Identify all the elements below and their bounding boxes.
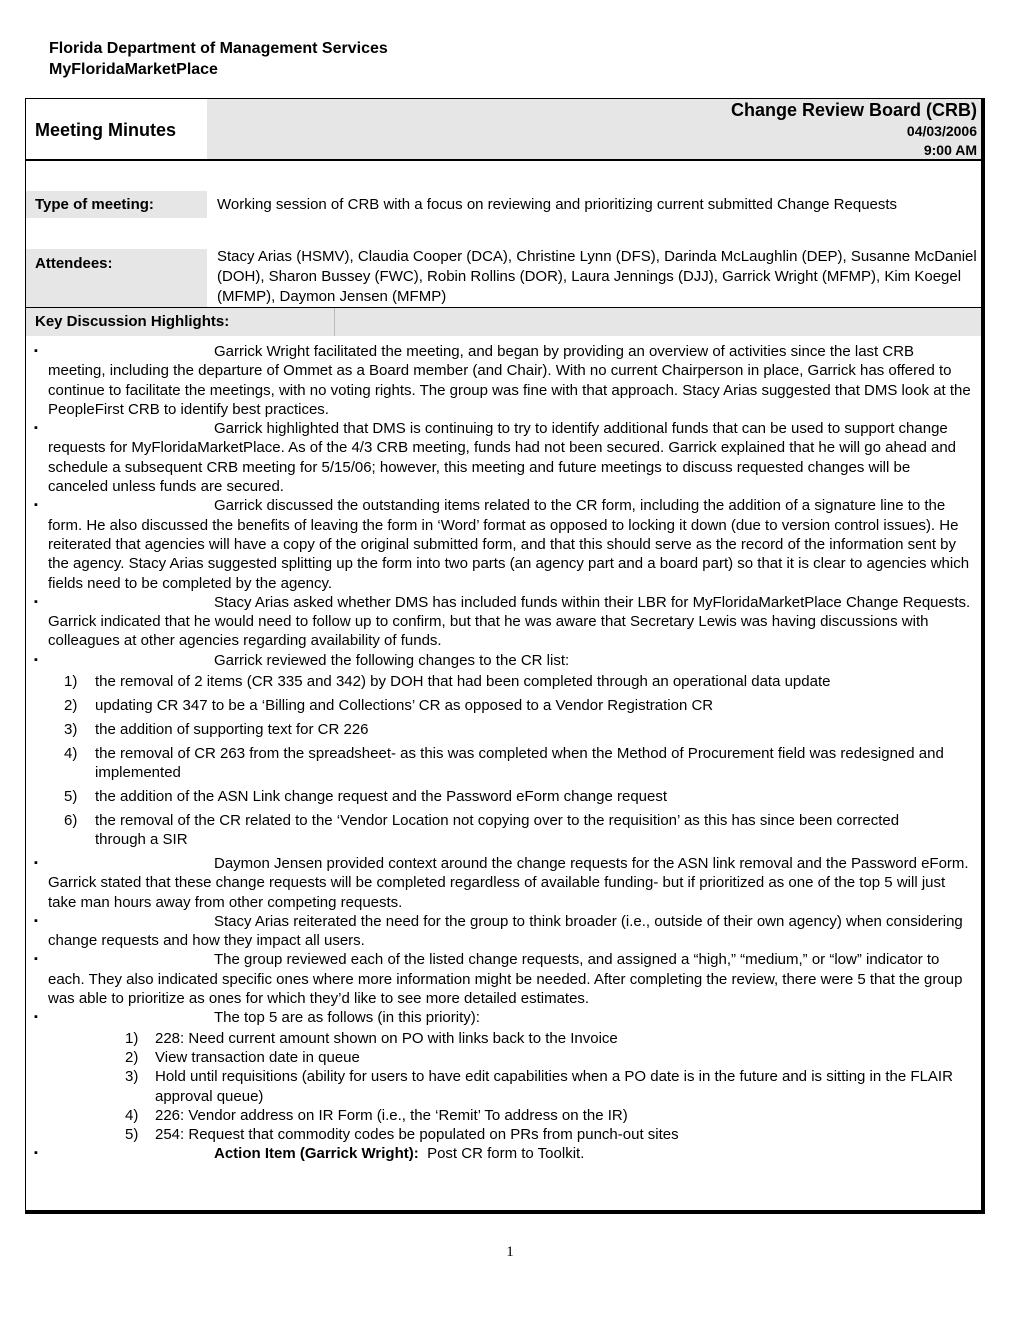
- highlight-item: ▪ The group reviewed each of the listed change requests, and assigned a “high,” “medium,” or “low” indicator to each. They also indicated specific ones where more information might be needed. After completing the review, there were 5 that the group was able to prioritize as ones for which they’d like to see more detailed estimates.: [34, 951, 963, 1008]
- attendees-label-cell: [26, 249, 207, 307]
- top5-list: [26, 1029, 981, 1145]
- page-number: 1: [506, 1244, 514, 1260]
- list-item: 2) updating CR 347 to be a ‘Billing and Collections’ CR as opposed to a Vendor Registration CR: [64, 696, 714, 714]
- bullet-icon: ▪: [34, 422, 38, 435]
- highlight-item: ▪ The top 5 are as follows (in this priority):: [34, 1009, 480, 1027]
- list-item: 4) the removal of CR 263 from the spreadsheet- as this was completed when the Method of Procurement field was redesigned and implemented: [64, 744, 944, 782]
- bullet-icon: ▪: [34, 499, 38, 512]
- list-item: 5) 254: Request that commodity codes be populated on PRs from punch-out sites: [125, 1126, 679, 1144]
- highlight-item: ▪ Garrick Wright facilitated the meeting, and began by providing an overview of activities since the last CRB meeting, including the departure of Ommet as a Board member (and Chair). With no current Chairperson in place, Garrick has offered to continue to facilitate the meetings, with no voting rights. The group was fine with that approach. Stacy Arias suggested that DMS look at the PeopleFirst CRB to identify best practices.: [34, 343, 971, 418]
- board-name: Change Review Board (CRB): [730, 100, 977, 120]
- attendees-label: Attendees:: [35, 255, 113, 272]
- meeting-time: 9:00 AM: [923, 142, 977, 158]
- list-item: 6) the removal of the CR related to the ‘Vendor Location not copying over to the requisition’ as this has since been corrected through a SIR: [64, 811, 900, 849]
- list-item: 1) 228: Need current amount shown on PO with links back to the Invoice: [125, 1029, 618, 1047]
- meeting-type-value: Working session of CRB with a focus on reviewing and prioritizing current submitted Change Requests: [217, 196, 898, 213]
- bullet-icon: ▪: [34, 953, 38, 966]
- list-item: 4) 226: Vendor address on IR Form (i.e., the ‘Remit’ To address on the IR): [125, 1106, 628, 1124]
- highlight-item: ▪ Stacy Arias reiterated the need for the group to think broader (i.e., outside of their own agency) when considering change requests and how they impact all users.: [34, 912, 963, 950]
- highlight-item: ▪ Garrick reviewed the following changes to the CR list:: [34, 651, 570, 669]
- bullet-icon: ▪: [34, 595, 38, 608]
- action-item-label: Action Item (Garrick Wright):: [214, 1145, 419, 1163]
- bullet-icon: ▪: [34, 1147, 38, 1160]
- highlight-item: ▪ Stacy Arias asked whether DMS has included funds within their LBR for MyFloridaMarketPlace Change Requests. Garrick indicated that he would need to follow up to confirm, but that he was aware that Secretary Lewis was having discussions with colleagues at other agencies regarding availability of funds.: [34, 593, 971, 650]
- list-item: 3) Hold until requisitions (ability for users to have edit capabilities when a PO date is in the future and is sitting in the FLAIR approval queue): [125, 1068, 953, 1105]
- org-program: MyFloridaMarketPlace: [49, 61, 218, 78]
- action-item: [26, 1144, 981, 1163]
- list-item: 3) the addition of supporting text for CR 226: [64, 720, 369, 738]
- bullet-icon: ▪: [34, 914, 38, 927]
- highlights-body: [26, 342, 981, 1164]
- meeting-type-label-cell: [26, 191, 207, 218]
- divider: [26, 159, 981, 161]
- highlight-item: ▪ Garrick discussed the outstanding items related to the CR form, including the addition of a signature line to the form. He also discussed the benefits of leaving the form in ‘Word’ format as opposed to locking it down (due to version control issues). He reiterated that agencies will have a copy of the original submitted form, and that this should serve as the record of the information sent by the agency. Stacy Arias suggested splitting up the form into two parts (an agency part and a board part) so that it is clear to agencies which fields need to be completed by the agency.: [34, 497, 970, 592]
- title-block: [26, 99, 981, 159]
- bullet-icon: ▪: [34, 1011, 38, 1024]
- meeting-type-label: Type of meeting:: [35, 196, 154, 213]
- cr-changes-list: [26, 672, 981, 849]
- action-item-text: Post CR form to Toolkit.: [418, 1145, 585, 1163]
- attendees-value: Stacy Arias (HSMV), Claudia Cooper (DCA), Christine Lynn (DFS), Darinda McLaughlin (DEP), Susanne McDaniel (DOH), Sharon Bussey (FWC), Robin Rollins (DOR), Laura Jennings (DJJ), Garrick Wright (MFMP), Kim Koegel (MFMP), Daymon Jensen (MFMP): [217, 248, 977, 305]
- highlight-item: ▪ Daymon Jensen provided context around the change requests for the ASN link removal and the Password eForm. Garrick stated that these change requests will be completed regardless of available funding- but if prioritized as one of the top 5 will just take man hours away from other competing requests.: [34, 854, 969, 911]
- bullet-icon: ▪: [34, 653, 38, 666]
- list-item: 5) the addition of the ASN Link change request and the Password eForm change request: [64, 787, 668, 805]
- list-item: 1) the removal of 2 items (CR 335 and 342) by DOH that had been completed through an operational data update: [64, 673, 831, 691]
- bullet-icon: ▪: [34, 856, 38, 869]
- list-item: 2) View transaction date in queue: [125, 1048, 360, 1066]
- highlight-item: ▪ Garrick highlighted that DMS is continuing to try to identify additional funds that can be used to support change requests for MyFloridaMarketPlace. As of the 4/3 CRB meeting, funds had not been secured. Garrick explained that he will go ahead and schedule a subsequent CRB meeting for 5/15/06; however, this meeting and future meetings to discuss requested changes will be canceled unless funds are secured.: [34, 420, 957, 496]
- highlights-header: [26, 307, 981, 336]
- minutes-table: [25, 98, 985, 1214]
- doc-type: Meeting Minutes: [35, 120, 177, 140]
- bullet-icon: ▪: [34, 345, 38, 357]
- org-name: Florida Department of Management Services: [49, 40, 388, 57]
- meeting-date: 04/03/2006: [906, 123, 977, 139]
- org-header: [49, 38, 388, 80]
- highlights-label: Key Discussion Highlights:: [35, 313, 230, 330]
